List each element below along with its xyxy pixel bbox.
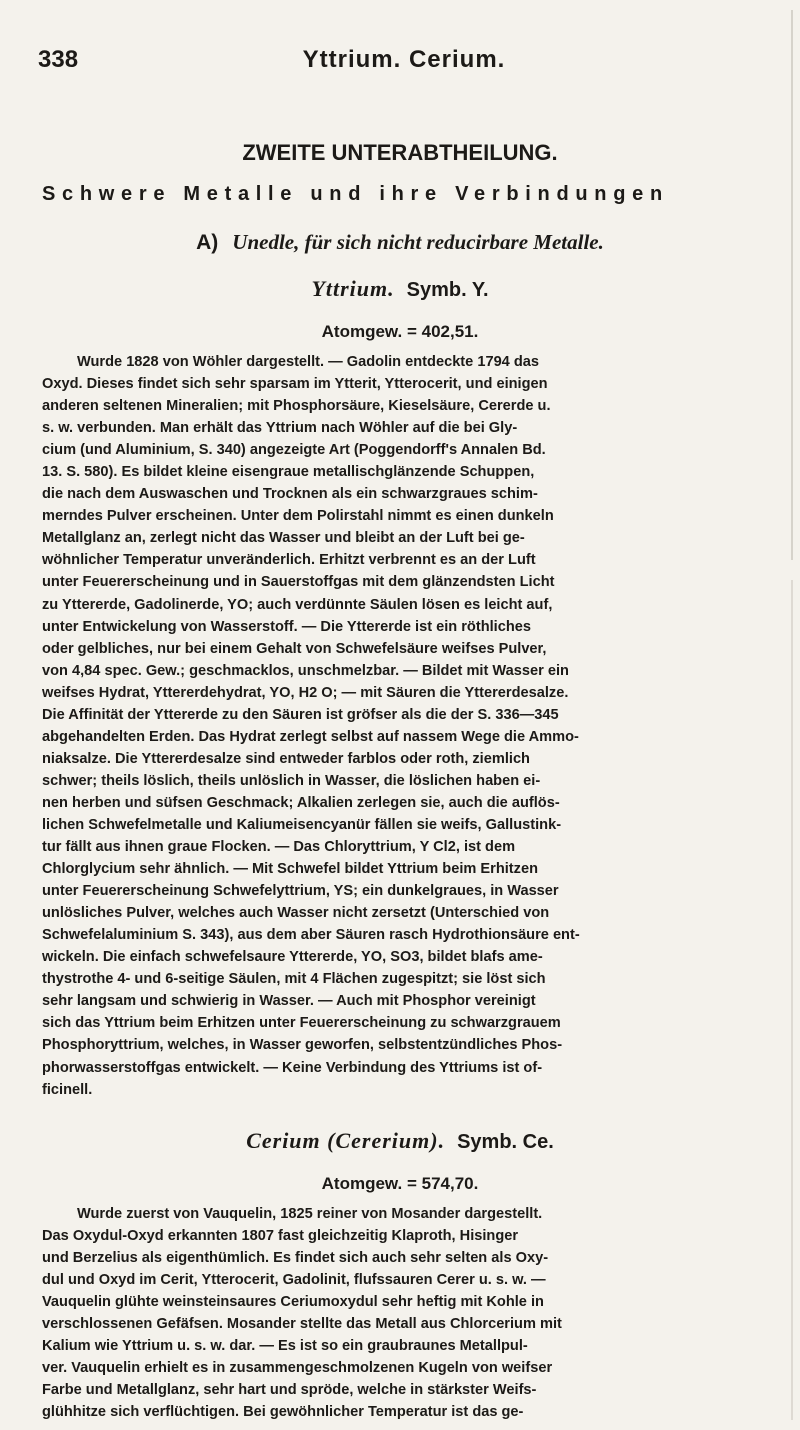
text-line: unter Feuererscheinung und in Sauerstoffgas mit dem glänzendsten Licht bbox=[42, 574, 555, 591]
text-line: Schwefelaluminium S. 343), aus dem aber Säuren rasch Hydrothionsäure ent- bbox=[42, 927, 580, 944]
text-line: von 4,84 spec. Gew.; geschmacklos, unschmelzbar. — Bildet mit Wasser ein bbox=[42, 662, 569, 679]
text-line: wickeln. Die einfach schwefelsaure Yttererde, YO, SO3, bildet blafs ame- bbox=[42, 949, 543, 966]
text-line: Phosphoryttrium, welches, in Wasser geworfen, selbstentzündliches Phos- bbox=[42, 1037, 563, 1054]
group-heading bbox=[0, 230, 800, 255]
text-line: abgehandelten Erden. Das Hydrat zerlegt selbst auf nassem Wege die Ammo- bbox=[42, 728, 579, 745]
text-line: weifses Hydrat, Yttererdehydrat, YO, H2 O; — mit Säuren die Yttererdesalze. bbox=[42, 684, 569, 701]
yttrium-atomic-weight: Atomgew. = 402,51. bbox=[321, 322, 479, 341]
yttrium-paragraph bbox=[42, 351, 788, 1101]
text-line: Wurde 1828 von Wöhler dargestellt. — Gadolin entdeckte 1794 das bbox=[77, 354, 540, 370]
text-line: sich das Yttrium beim Erhitzen unter Feuererscheinung zu schwarzgrauem bbox=[42, 1015, 561, 1032]
text-line: 13. S. 580). Es bildet kleine eisengraue metallischglänzende Schuppen, bbox=[42, 464, 535, 481]
text-line: anderen seltenen Mineralien; mit Phosphorsäure, Kieselsäure, Cererde u. bbox=[42, 398, 551, 415]
text-line: ver. Vauquelin erhielt es in zusammengeschmolzenen Kugeln von weifser bbox=[42, 1360, 553, 1377]
text-line: Die Affinität der Yttererde zu den Säuren ist gröfser als die der S. 336—345 bbox=[42, 706, 559, 723]
cerium-atomic-weight: Atomgew. = 574,70. bbox=[321, 1174, 479, 1193]
page-number: 338 bbox=[38, 46, 79, 73]
group-title: Unedle, für sich nicht reducirbare Metalle. bbox=[232, 230, 604, 254]
yttrium-name: Yttrium. bbox=[311, 276, 395, 301]
text-line: dul und Oxyd im Cerit, Ytterocerit, Gadolinit, flufssauren Cerer u. s. w. — bbox=[42, 1272, 546, 1289]
text-line: Oxyd. Dieses findet sich sehr sparsam im Ytterit, Ytterocerit, und einigen bbox=[42, 376, 548, 393]
text-line: Kalium wie Yttrium u. s. w. dar. — Es ist so ein graubraunes Metallpul- bbox=[42, 1338, 528, 1355]
yttrium-symbol: Symb. Y. bbox=[406, 279, 489, 301]
subsection-title: Schwere Metalle und ihre Verbindungen bbox=[42, 183, 669, 205]
text-line: tur fällt aus ihnen graue Flocken. — Das Chloryttrium, Y Cl2, ist dem bbox=[42, 839, 516, 856]
text-line: Wurde zuerst von Vauquelin, 1825 reiner von Mosander dargestellt. bbox=[77, 1206, 543, 1222]
text-line: zu Yttererde, Gadolinerde, YO; auch verdünnte Säulen lösen es leicht auf, bbox=[42, 596, 553, 613]
text-line: wöhnlicher Temperatur unveränderlich. Erhitzt verbrennt es an der Luft bbox=[42, 552, 536, 569]
text-line: phorwasserstoffgas entwickelt. — Keine Verbindung des Yttriums ist of- bbox=[42, 1059, 543, 1076]
text-line: verschlossenen Gefäfsen. Mosander stellte das Metall aus Chlorcerium mit bbox=[42, 1316, 562, 1333]
running-head bbox=[38, 46, 770, 80]
text-line: Metallglanz an, zerlegt nicht das Wasser und bleibt an der Luft bei ge- bbox=[42, 530, 525, 547]
text-line: lichen Schwefelmetalle und Kaliumeisencyanür fällen sie weifs, Gallustink- bbox=[42, 816, 562, 833]
text-line: niaksalze. Die Yttererdesalze sind entweder farblos oder roth, ziemlich bbox=[42, 750, 530, 767]
cerium-paragraph bbox=[42, 1203, 788, 1423]
cerium-name: Cerium (Cererium). bbox=[246, 1128, 446, 1153]
section-title: ZWEITE UNTERABTHEILUNG. bbox=[242, 140, 558, 165]
text-line: merndes Pulver erscheinen. Unter dem Polirstahl nimmt es einen dunkeln bbox=[42, 508, 554, 525]
group-label: A) bbox=[196, 231, 219, 254]
text-line: die nach dem Auswaschen und Trocknen als ein schwarzgraues schim- bbox=[42, 486, 538, 503]
text-line: ficinell. bbox=[42, 1081, 93, 1098]
text-line: und Berzelius als eigenthümlich. Es findet sich auch sehr selten als Oxy- bbox=[42, 1250, 549, 1267]
cerium-symbol: Symb. Ce. bbox=[457, 1131, 554, 1153]
text-line: nen herben und süfsen Geschmack; Alkalien zerlegen sie, auch die auflös- bbox=[42, 794, 560, 811]
text-line: unter Feuererscheinung Schwefelyttrium, YS; ein dunkelgraues, in Wasser bbox=[42, 883, 559, 900]
text-line: glühhitze sich verflüchtigen. Bei gewöhnlicher Temperatur ist das ge- bbox=[42, 1404, 524, 1421]
text-line: Farbe und Metallglanz, sehr hart und spröde, welche in stärkster Weifs- bbox=[42, 1382, 537, 1399]
text-line: unter Entwickelung von Wasserstoff. — Die Yttererde ist ein röthliches bbox=[42, 618, 531, 635]
text-line: sehr langsam und schwierig in Wasser. — Auch mit Phosphor vereinigt bbox=[42, 993, 536, 1010]
running-title: Yttrium. Cerium. bbox=[302, 46, 506, 73]
text-line: Chlorglycium sehr ähnlich. — Mit Schwefel bildet Yttrium beim Erhitzen bbox=[42, 861, 538, 878]
text-line: schwer; theils löslich, theils unlöslich in Wasser, die löslichen haben ei- bbox=[42, 772, 541, 789]
text-line: unlösliches Pulver, welches auch Wasser nicht zersetzt (Unterschied von bbox=[42, 905, 550, 922]
text-line: thystrothe 4- und 6-seitige Säulen, mit 4 Flächen zugespitzt; sie löst sich bbox=[42, 971, 546, 988]
text-line: Vauquelin glühte weinsteinsaures Ceriumoxydul sehr heftig mit Kohle in bbox=[42, 1294, 544, 1311]
text-line: Das Oxydul-Oxyd erkannten 1807 fast gleichzeitig Klaproth, Hisinger bbox=[42, 1228, 519, 1245]
cerium-heading bbox=[0, 1128, 800, 1154]
text-line: s. w. verbunden. Man erhält das Yttrium nach Wöhler auf die bei Gly- bbox=[42, 420, 518, 437]
yttrium-heading bbox=[0, 276, 800, 302]
text-line: cium (und Aluminium, S. 340) angezeigte Art (Poggendorff's Annalen Bd. bbox=[42, 442, 546, 459]
text-line: oder gelbliches, nur bei einem Gehalt von Schwefelsäure weifses Pulver, bbox=[42, 640, 547, 657]
